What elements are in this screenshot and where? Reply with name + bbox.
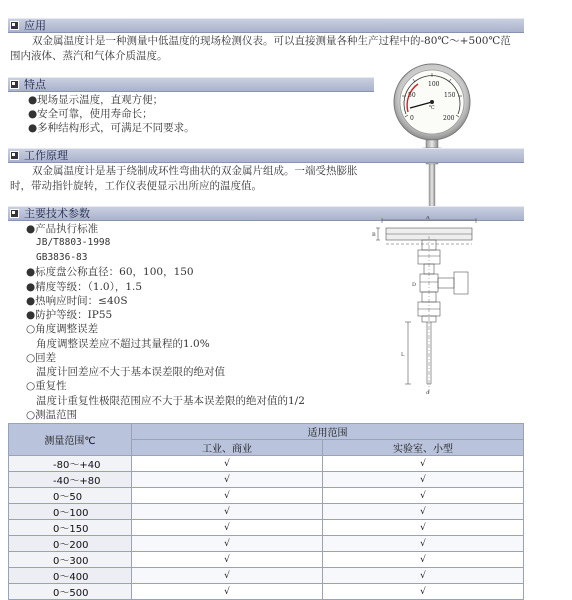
spec-line: ○回差 xyxy=(26,352,57,364)
feature-item: ●安全可靠，使用寿命长； xyxy=(28,108,153,120)
table-row xyxy=(9,536,524,552)
section-title: 特点 xyxy=(24,78,46,91)
header-apply-range: 适用范围 xyxy=(132,424,524,440)
lab-check: √ xyxy=(323,568,524,584)
dial-number: 0 xyxy=(410,115,414,122)
range-cell: 0～100 xyxy=(9,504,132,520)
dial-number: 100 xyxy=(428,81,440,88)
range-cell: 0～300 xyxy=(9,552,132,568)
section-title: 应用 xyxy=(24,19,46,32)
spec-line: 角度调整误差应不超过其量程的1.0% xyxy=(36,338,210,350)
dim-label: d xyxy=(426,390,430,396)
spec-line: ○重复性 xyxy=(26,380,67,392)
range-cell: -40～+80 xyxy=(9,472,132,488)
header-measure-range: 测量范围℃ xyxy=(9,424,132,456)
principle-text: 双金属温度计是基于绕制成环性弯曲状的双金属片组成。一端受热膨胀时，带动指针旋转，工作仪表便显示出所应的温度值。 xyxy=(10,165,358,192)
section-header-application xyxy=(8,18,524,33)
feature-item: ●多种结构形式，可满足不同要求。 xyxy=(28,122,195,134)
section-marker-icon xyxy=(10,21,19,30)
section-title: 工作原理 xyxy=(24,149,68,162)
industrial-check: √ xyxy=(132,472,323,488)
section-header-features xyxy=(8,77,374,92)
section-marker-icon xyxy=(10,151,19,160)
range-cell: 0～500 xyxy=(9,584,132,600)
lab-check: √ xyxy=(323,552,524,568)
spec-line: ○测温范围 xyxy=(26,409,78,421)
industrial-check: √ xyxy=(132,536,323,552)
industrial-check: √ xyxy=(132,488,323,504)
header-industrial: 工业、商业 xyxy=(132,440,323,456)
table-row xyxy=(9,472,524,488)
range-cell: 0～150 xyxy=(9,520,132,536)
industrial-check: √ xyxy=(132,568,323,584)
lab-check: √ xyxy=(323,488,524,504)
lab-check: √ xyxy=(323,472,524,488)
table-row xyxy=(9,520,524,536)
application-text: 双金属温度计是一种测量中低温度的现场检测仪表。可以直接测量各种生产过程中的-80℃～+500℃范围内液体、蒸汽和气体介质温度。 xyxy=(10,35,511,62)
dimension-drawing xyxy=(372,216,484,398)
dial-number: 50 xyxy=(408,92,416,99)
spec-line: ●产品执行标准 xyxy=(26,223,99,235)
dim-label: D xyxy=(412,282,417,288)
table-header-row xyxy=(9,424,524,440)
header-lab: 实验室、小型 xyxy=(323,440,524,456)
lab-check: √ xyxy=(323,456,524,472)
spec-line: ●热响应时间：≤40S xyxy=(26,295,128,307)
dial-number: 200 xyxy=(443,115,455,122)
industrial-check: √ xyxy=(132,584,323,600)
spec-line: ●防护等级：IP55 xyxy=(26,309,113,321)
spec-line: ●标度盘公称直径：60，100，150 xyxy=(26,266,194,278)
dial-number: 150 xyxy=(444,92,456,99)
section-header-principle xyxy=(8,148,524,163)
section-title: 主要技术参数 xyxy=(24,207,90,220)
table-row xyxy=(9,584,524,600)
range-cell: 0～50 xyxy=(9,488,132,504)
spec-line: 温度计重复性极限范围应不大于基本误差限的绝对值的1/2 xyxy=(36,395,305,407)
range-cell: 0～400 xyxy=(9,568,132,584)
section-marker-icon xyxy=(10,209,19,218)
range-cell: -80～+40 xyxy=(9,456,132,472)
feature-item: ●现场显示温度，直观方便； xyxy=(28,94,164,106)
table-row xyxy=(9,488,524,504)
industrial-check: √ xyxy=(132,552,323,568)
lab-check: √ xyxy=(323,536,524,552)
lab-check: √ xyxy=(323,520,524,536)
range-cell: 0～200 xyxy=(9,536,132,552)
lab-check: √ xyxy=(323,584,524,600)
lab-check: √ xyxy=(323,504,524,520)
spec-line: JB/T8803-1998 xyxy=(36,237,111,248)
table-row xyxy=(9,552,524,568)
table-row xyxy=(9,504,524,520)
bimetal-thermometer-photo xyxy=(388,62,480,212)
industrial-check: √ xyxy=(132,520,323,536)
industrial-check: √ xyxy=(132,504,323,520)
dial-unit: ℃ xyxy=(429,105,435,111)
table-row xyxy=(9,456,524,472)
spec-line: 温度计回差应不大于基本误差限的绝对值 xyxy=(36,366,225,378)
industrial-check: √ xyxy=(132,456,323,472)
spec-line: ●精度等级：（1.0），1.5 xyxy=(26,281,143,293)
dim-label: L xyxy=(401,352,405,358)
dim-label: A xyxy=(426,216,430,221)
table-row xyxy=(9,568,524,584)
measurement-range-table xyxy=(8,423,524,600)
spec-line: GB3836-83 xyxy=(36,252,88,263)
section-marker-icon xyxy=(10,80,19,89)
dim-label: B xyxy=(372,232,376,238)
spec-line: ○角度调整误差 xyxy=(26,323,99,335)
